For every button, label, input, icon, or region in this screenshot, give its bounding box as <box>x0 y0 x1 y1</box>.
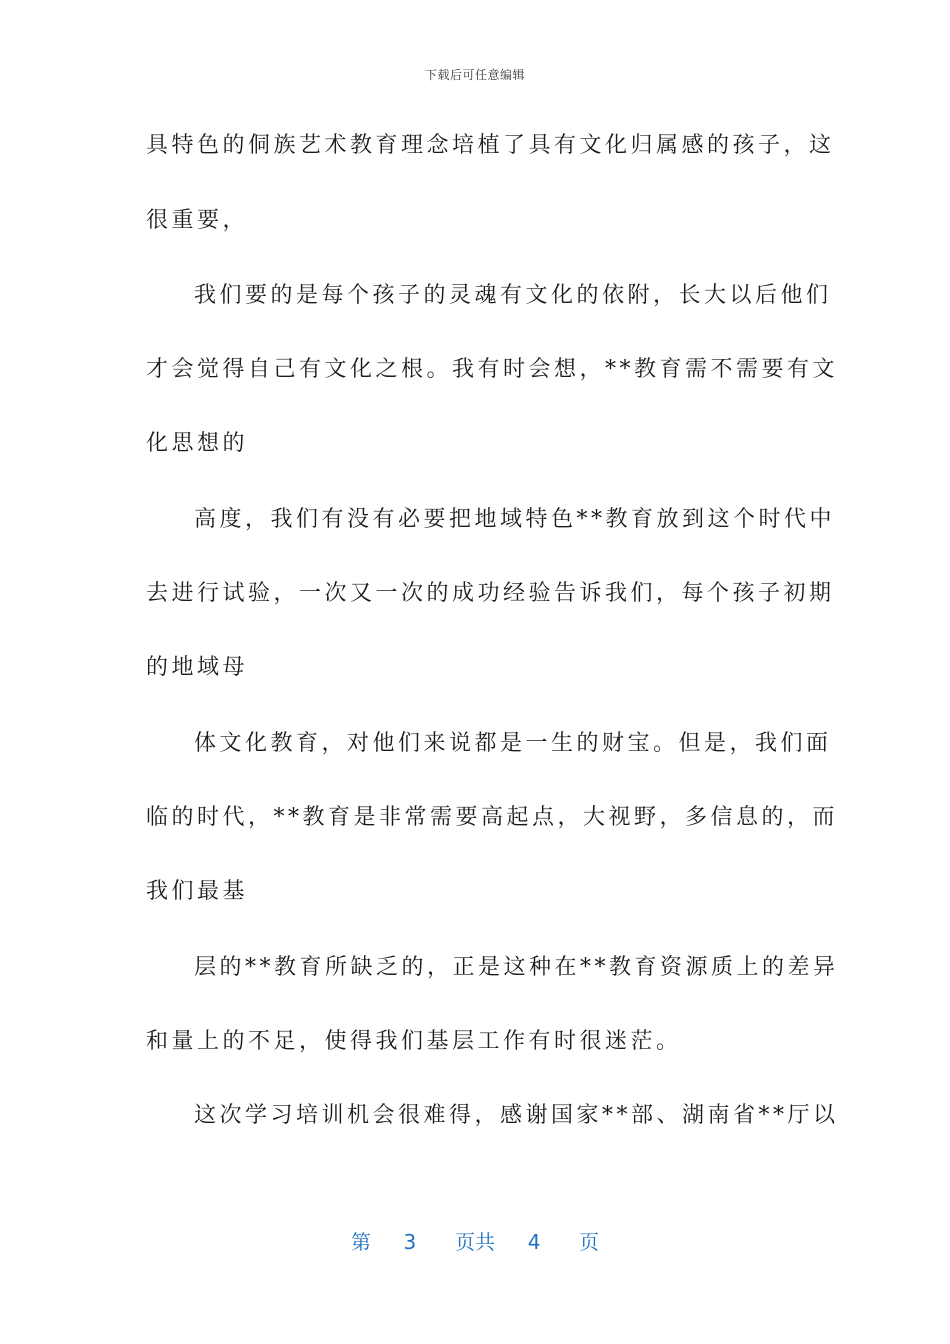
text-line: 化思想的 <box>146 431 249 456</box>
text-line: 我们最基 <box>146 879 249 904</box>
text-line: 和量上的不足，使得我们基层工作有时很迷茫。 <box>146 1029 682 1054</box>
paragraph-start-line: 高度，我们有没有必要把地域特色**教育放到这个时代中 <box>194 507 836 532</box>
total-pages-number: 4 <box>527 1230 541 1254</box>
text-line: 临的时代，**教育是非常需要高起点，大视野，多信息的，而 <box>146 805 839 830</box>
page-label-middle: 页共 <box>455 1230 495 1254</box>
text-line: 才会觉得自己有文化之根。我有时会想，**教育需不需要有文 <box>146 357 839 382</box>
paragraph-start-line: 我们要的是每个孩子的灵魂有文化的依附，长大以后他们 <box>194 283 832 308</box>
text-line: 的地域母 <box>146 655 249 680</box>
current-page-number: 3 <box>403 1230 417 1254</box>
paragraph-start-line: 体文化教育，对他们来说都是一生的财宝。但是，我们面 <box>194 731 832 756</box>
paragraph-start-line: 层的**教育所缺乏的，正是这种在**教育资源质上的差异 <box>194 955 839 980</box>
text-line: 很重要， <box>146 208 249 233</box>
text-line: 具特色的侗族艺术教育理念培植了具有文化归属感的孩子，这 <box>146 133 835 158</box>
page-label-prefix: 第 <box>350 1230 371 1254</box>
page-header: 下载后可任意编辑 <box>424 68 525 82</box>
paragraph-start-line: 这次学习培训机会很难得，感谢国家**部、湖南省**厅以 <box>194 1103 839 1128</box>
page-footer <box>0 1226 950 1255</box>
text-line: 去进行试验，一次又一次的成功经验告诉我们，每个孩子初期 <box>146 581 835 606</box>
page-label-suffix: 页 <box>579 1230 600 1254</box>
